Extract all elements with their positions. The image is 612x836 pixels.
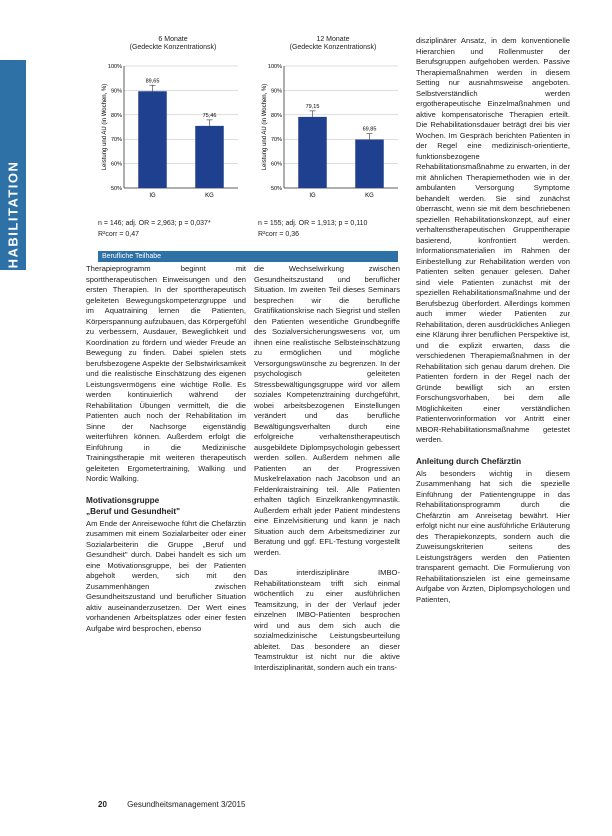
x-tick-label: KG: [365, 193, 374, 199]
paragraph: die Wechselwirkung zwischen Gesundheitszustand und beruflicher Situation. Im zweiten Teil dieses Seminars besprechen wir die berufliche Gratifikationskrise nach Siegrist und stellen den Patienten wesentliche Grundbegriffe des Sozialversicherungswesens vor, um ihnen eine realistische Selbsteinschätzung zu ermöglichen und mögliche Versorgungswünsche zu begrenzen. In der psychologisch geleiteten Stressbewältigungsgruppe wird vor allem soziales Kompetenztraining durchgeführt, wobei arbeitsbezogenen Einstellungen verändert und das berufliche Bewältigungsverhalten durch eine erfolgreiche verhaltenstherapeutisch ausgebildete Diplompsychologin gebessert werden sollen. Außerdem nehmen alle Patienten an der Progressiven Muskelrelaxation nach Jacobson und an Feldenkraistraining teil. Alle Patienten erhalten täglich Einzelkrankengymnastik. Außerdem erhält jeder Patient mindestens eine Einzelvisitierung und kann je nach Situation auch dem Arbeitsmediziner zur Beratung und ggf. EFL-Testung vorgestellt werden.: [254, 264, 400, 557]
y-tick-label: 80%: [270, 112, 282, 119]
paragraph: Das interdisziplinäre IMBO-Rehabilitationsteam trifft sich einmal wöchentlich zu einer ausführlichen Teamsitzung, in der der Verlauf jeder einzelnen IMBO-Patienten besprochen wird und aus dem sich auch die sozialmedizinische Leistungsbeurteilung ableitet. Das besondere an dieser Teamstruktur ist nicht nur die aktive Interdisziplinarität, sondern auch ein trans-: [254, 568, 400, 672]
page-footer: [98, 800, 245, 809]
chart-subtitle: (Gedeckte Konzentrationsk): [289, 44, 377, 51]
y-axis-label: Leistung und AU (in Wochen, %): [102, 83, 108, 171]
chart-6-months: [98, 36, 248, 246]
journal-name: Gesundheitsmanagement 3/2015: [127, 800, 246, 809]
y-tick-label: 70%: [110, 137, 122, 144]
y-tick-label: 50%: [110, 186, 122, 192]
x-tick-label: IG: [309, 193, 316, 199]
chart-12-months: [258, 36, 408, 246]
y-tick-label: 80%: [110, 112, 122, 119]
y-tick-label: 60%: [110, 161, 122, 168]
chart-stat: R²corr = 0,36: [258, 231, 300, 238]
y-tick-label: 70%: [270, 137, 282, 144]
y-tick-label: 100%: [107, 64, 122, 70]
paragraph: Als besonders wichtig in diesem Zusammenhang hat sich die spezielle Einführung der Patientengruppe in das Rehabilitationsprogramm durch die Chefärztin am Anreisetag bewährt. Hier erfolgt nicht nur eine ausführliche Erläuterung des Therapiekonzepts, sondern auch die Zuweisungskriterien seitens des Leistungsträgers werden den Patienten transparent gemacht. Die Formulierung von Rehabilitationszielen ist eine gemeinsame Aufgabe von Ärzten, Diplompsychologen und Patienten,: [416, 468, 570, 604]
chart-plot: [258, 36, 408, 221]
section-heading: Motivationsgruppe: [86, 495, 160, 505]
x-tick-label: IG: [149, 193, 156, 199]
chart-plot: [98, 36, 248, 221]
y-tick-label: 100%: [267, 64, 282, 70]
section-label: REHABILITATION: [5, 160, 21, 290]
chart-stat: n = 146; adj. OR = 2,963; p = 0,037*: [98, 220, 211, 227]
text-column-1: [86, 264, 246, 644]
paragraph: disziplinärer Ansatz, in dem konventionelle Hierarchien und Rollenmuster der Berufsgruppen aufgehoben werden. Passive Therapiemaßnahmen werden in diesem Setting nur ausnahmsweise angeboten. Selbstverständlich werden ergotherapeutische Einzelmaßnahmen und aktive kompensatorische Therapien erteilt. Die Rehabilitationsdauer beträgt drei bis vier Wochen. Im Gespräch berichten Patienten in der Regel eine medizinisch-orientierte, funktionsbezogene Rehabilitationsmaßnahme zu erwarten, in der mit ähnlichen Therapiemethoden wie in der ambulanten Versorgung Symptome behandelt werden. Sie sind zunächst überrascht, wenn sie mit dem beschriebenen speziellen Rehabilitationskonzept, auf einer verhaltenstherapeutischen Gruppentherapie basierend, konfrontiert werden. Informationsmaterialien im Rahmen der Einbestellung zur Rehabilitation werden von Patienten selten genauer gelesen. Daher sind viele Patienten zunächst mit der speziellen Rehabilitationsmaßnahme und der Berufsbezug überfordert. Allerdings kommen auch immer wieder Patienten zur Rehabilitation, deren ausdrückliches Anliegen eine Klärung ihrer beruflichen Perspektive ist, und die explizit erwarten, dass die verschiedenen Therapiemaßnahmen in der Rehabilitation sich genau darum drehen. Die Patienten fordern in der Regel nach der Gründe bewilligt sich an ersten Forschungsvorhaben, bei dem alle Möglichkeiten einer verständlichen Patientenvorinformation vor Antritt einer MBOR-Rehabilitationsmaßnahme getestet werden.: [416, 36, 570, 444]
figure-caption: Berufliche Teilhabe: [98, 251, 398, 262]
section-heading: „Beruf und Gesundheit": [86, 506, 180, 516]
bar: [195, 126, 224, 188]
bar: [298, 117, 327, 188]
chart-title: 12 Monate: [316, 36, 350, 43]
section-sidebar: [0, 60, 26, 290]
bar: [138, 91, 167, 188]
paragraph: Am Ende der Anreisewoche führt die Chefärztin zusammen mit einem Sozialarbeiter oder einer Sozialarbeiterin die Gruppe „Beruf und Gesundheit" durch. Dabei handelt es sich um eine Motivationsgruppe, bei der Patienten abgeholt werden, sich mit den Zusammenhängen zwischen Gesundheitszustand und beruflicher Situation aktiv auseinanderzusetzen. Der Wert eines vorhandenen Arbeitsplatzes oder einer festen Aufgabe wird besprochen, ebenso: [86, 518, 246, 633]
text-column-2: [254, 264, 400, 683]
y-axis-label: Leistung und AU (in Wochen, %): [262, 83, 268, 171]
chart-subtitle: (Gedeckte Konzentrationsk): [129, 44, 217, 51]
text-column-3: [416, 36, 570, 615]
bar: [355, 140, 384, 188]
chart-stat: R²corr = 0,47: [98, 231, 140, 238]
data-label: 89,65: [145, 78, 160, 85]
chart-stat: n = 155; adj. OR = 1,913; p = 0,110: [258, 220, 368, 227]
y-tick-label: 90%: [270, 88, 282, 95]
y-tick-label: 90%: [110, 88, 122, 95]
page-number: 20: [98, 800, 107, 809]
results-figure: [98, 36, 398, 246]
data-label: 79,15: [305, 103, 320, 110]
y-tick-label: 60%: [270, 161, 282, 168]
chart-title: 6 Monate: [158, 36, 188, 43]
section-heading: Anleitung durch Chefärztin: [416, 456, 522, 466]
data-label: 69,85: [362, 126, 377, 133]
x-tick-label: KG: [205, 193, 214, 199]
data-label: 75,46: [202, 112, 217, 119]
paragraph: Therapieprogramm beginnt mit sporttherapeutischen Einweisungen und den ersten Therapien. In der sporttherapeutisch geleiteten Bewegungskompetenzgruppe und im Aquatraining lernen die Patienten, Körperspannung aufzubauen, das Körpergefühl zu verbessern, Ausdauer, Beweglichkeit und Koordination zu fördern und wieder Freude an Bewegung zu finden. Dabei spielen stets berufsbezogene Aspekte der Selbstwirksamkeit und die realistische Einschätzung des eigenen Leistungsvermögens eine wichtige Rolle. Es werden kontinuierlich während der Rehabilitation Übungen vermittelt, die die Patienten auch noch der Rehabilitation im Sinne der Nachsorge eigenständig weiterführen können. Außerdem erfolgt die Einführung in die Medizinische Trainingstherapie mit weiteren therapeutisch geleiteten Ergometertraining, Walking und Nordic Walking.: [86, 264, 247, 483]
y-tick-label: 50%: [270, 186, 282, 192]
